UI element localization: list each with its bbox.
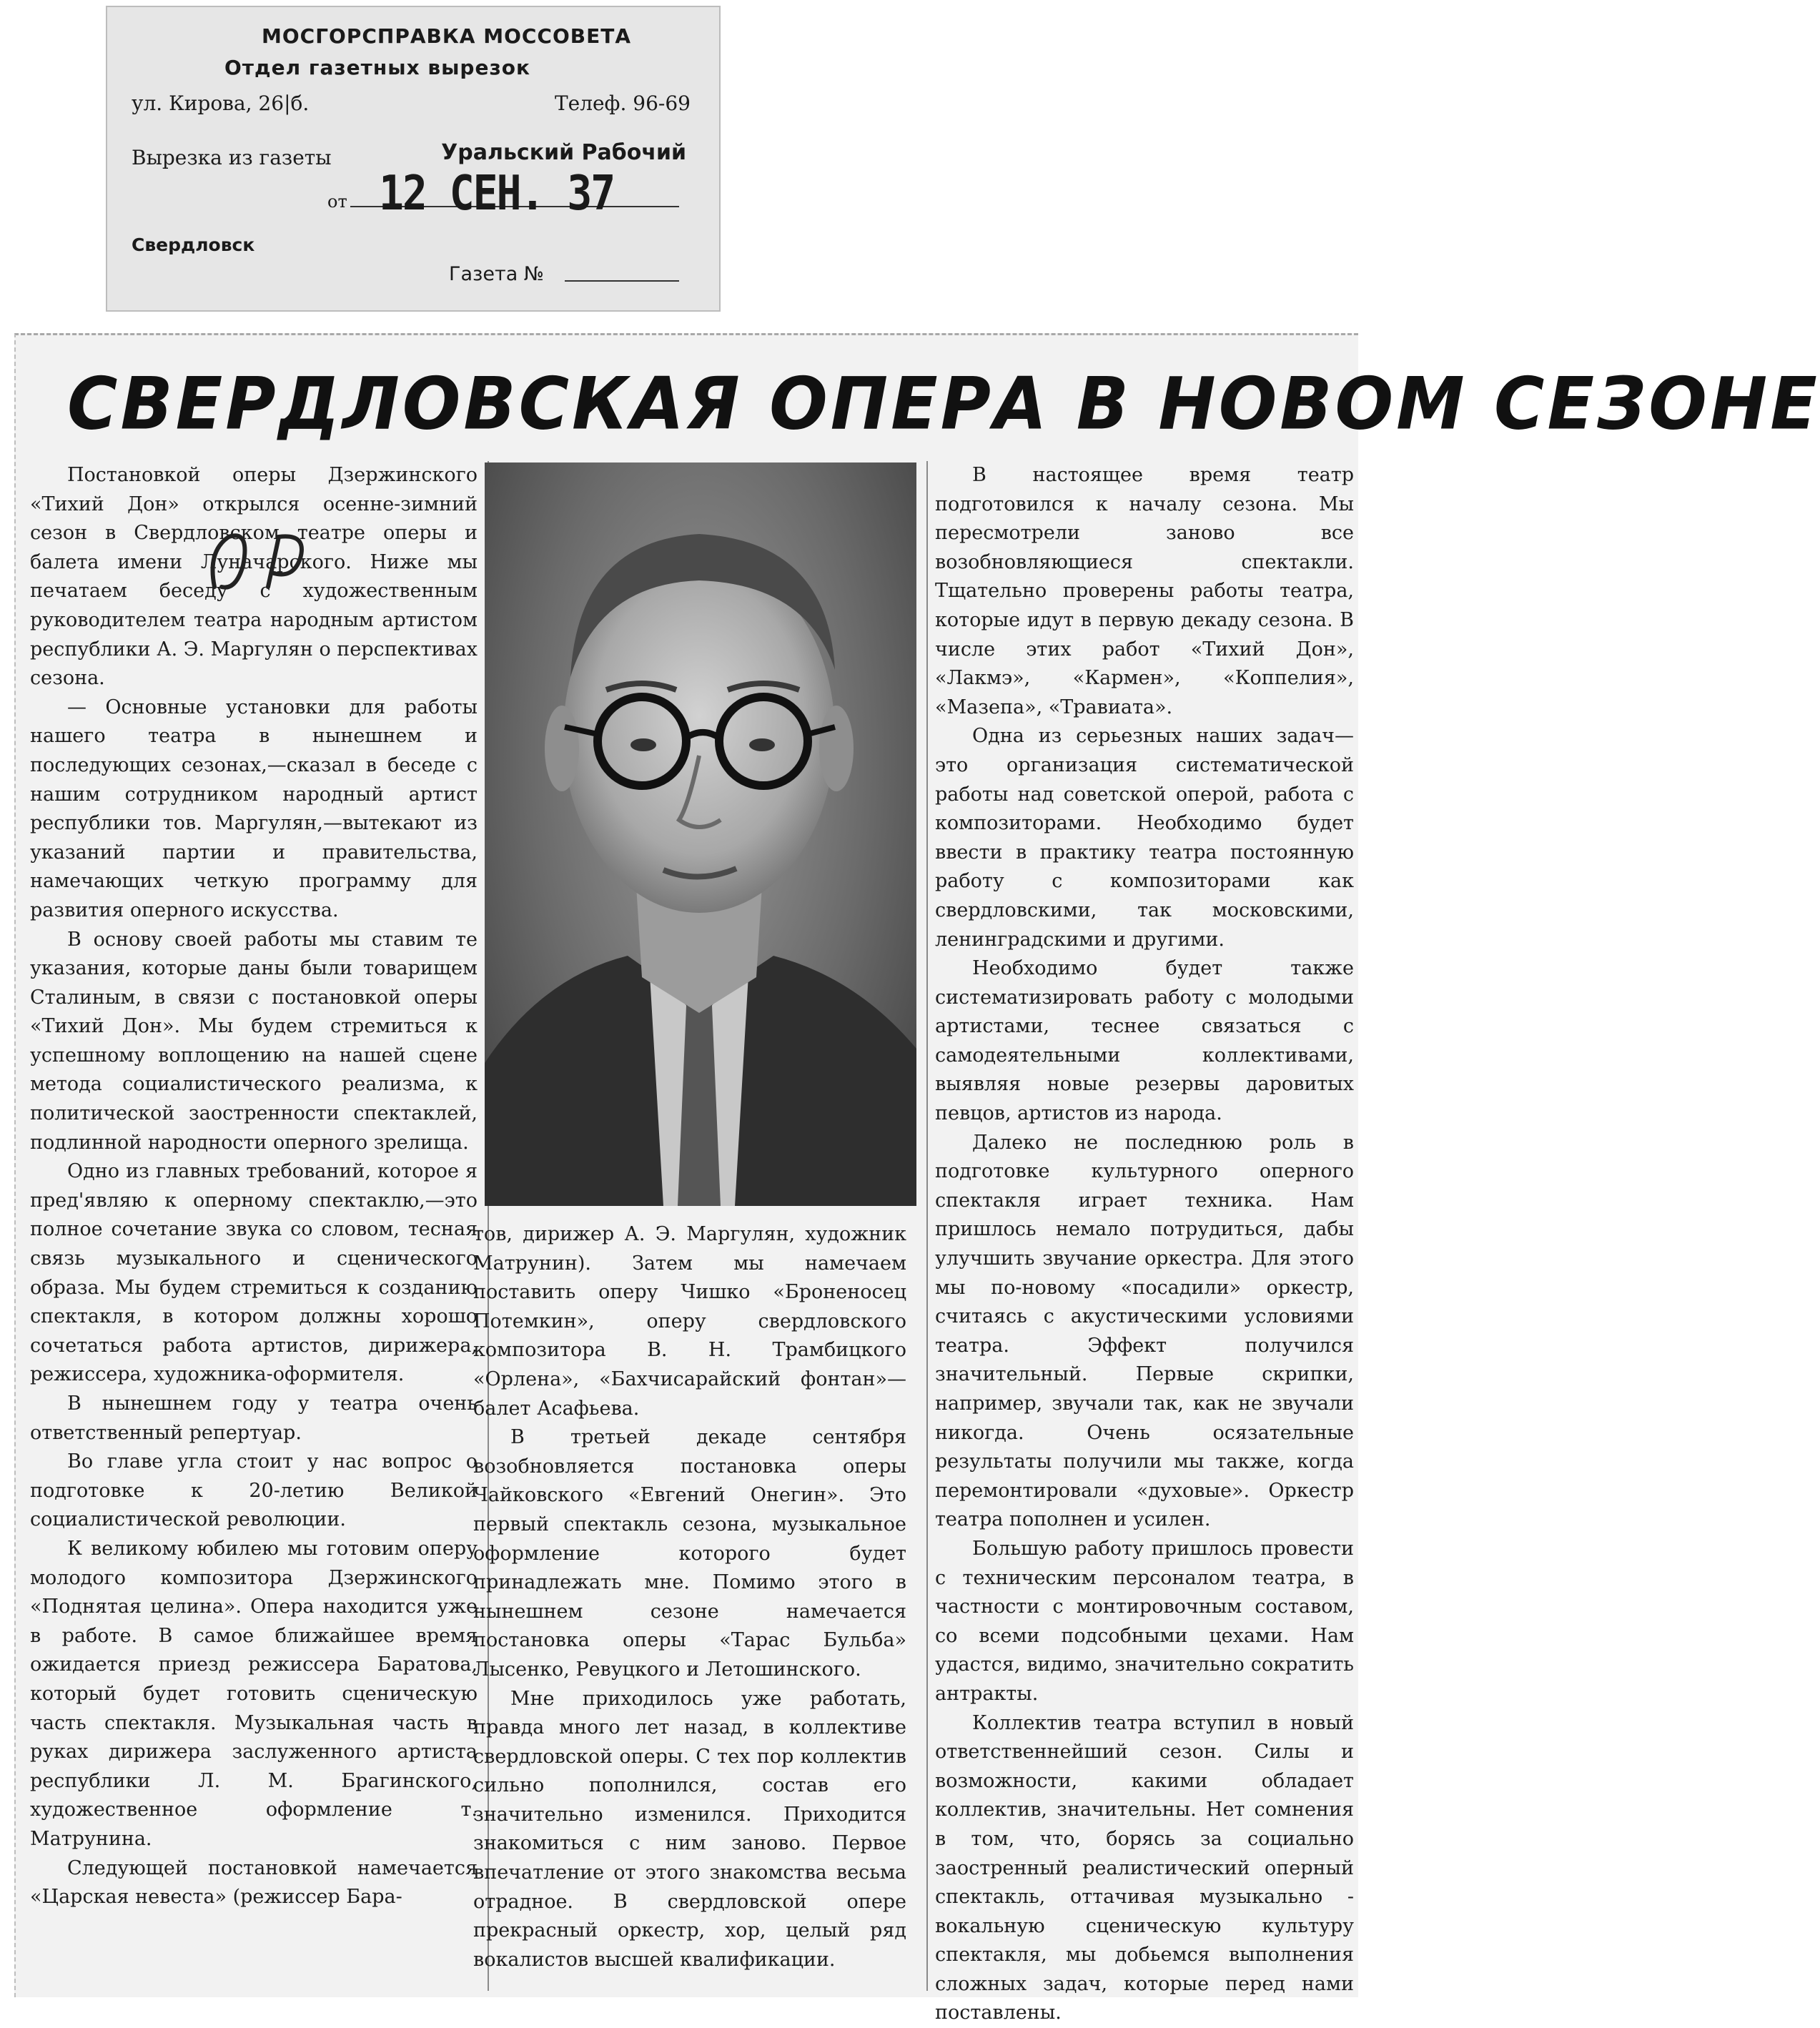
label-department: Отдел газетных вырезок (224, 56, 530, 79)
label-cut-from: Вырезка из газеты (132, 146, 332, 169)
headline: СВЕРДЛОВСКАЯ ОПЕРА В НОВОМ СЕЗОНЕ (67, 362, 1820, 446)
paragraph: Большую работу пришлось провести с техническим персоналом театра, в частности с монтировочным составом, со всеми подсобными цехами. Нам удастся, видимо, значительно сократить антракты. (935, 1537, 1354, 1705)
article-column-3 (935, 461, 1354, 2028)
label-issue-rule (565, 280, 679, 282)
paragraph: В основу своей работы мы ставим те указания, которые даны были товарищем Сталиным, в связи с постановкой оперы «Тихий Дон». Мы будем стремиться к успешному воплощению на нашей сцене метода социалистического реализма, к политической заостренности спектаклей, подлинной народности оперного зрелища. (30, 928, 478, 1154)
paragraph: тов, дирижер А. Э. Маргулян, художник Матрунин). Затем мы намечаем поставить оперу Чишко «Броненосец Потемкин», оперу свердловского композитора В. Н. Трамбицкого «Орлена», «Бахчисарайский фонтан»—балет Асафьева. (473, 1223, 906, 1420)
label-address: ул. Кирова, 26|б. (132, 91, 310, 115)
paragraph: Далеко не последнюю роль в подготовке культурного оперного спектакля играет техника. Нам пришлось немало потрудиться, дабы улучшить звучание оркестра. Для этого мы по-новому «посадили» оркестр, считаясь с акустическими условиями театра. Эффект получился значительный. Первые скрипки, например, звучали так, как не звучали никогда. Очень осязательные результаты получили мы также, когда перемонтировали «духовые». Оркестр театра пополнен и усилен. (935, 1131, 1354, 1531)
paragraph: В третьей декаде сентября возобновляется постановка оперы Чайковского «Евгений Онегин». Это первый спектакль сезона, музыкальное оформление которого будет принадлежать мне. Помимо этого в нынешнем сезоне намечается постановка оперы «Тарас Бульба» Лысенко, Ревуцкого и Летошинского. (473, 1426, 906, 1681)
article-column-2 (473, 1220, 906, 1974)
label-newspaper: Уральский Рабочий (441, 140, 686, 165)
label-issue: Газета № (449, 263, 544, 285)
article-column-1 (30, 461, 478, 1912)
handwritten-mark (200, 523, 322, 601)
label-from: от (327, 192, 347, 212)
clipping-label (106, 6, 721, 312)
paragraph: Следующей постановкой намечается «Царская невеста» (режиссер Бара- (30, 1856, 478, 1909)
label-phone: Телеф. 96-69 (554, 91, 691, 115)
portrait-illustration (485, 463, 916, 1206)
paragraph: В настоящее время театр подготовился к началу сезона. Мы пересмотрели заново все возобновляющиеся спектакли. Тщательно проверены работы театра, которые идут в первую декаду сезона. В числе этих работ «Тихий Дон», «Лакмэ», «Кармен», «Коппелия», «Мазепа», «Травиата». (935, 464, 1354, 718)
article-clipping (14, 333, 1820, 2024)
date-stamp: 12 СЕН. 37 (379, 164, 615, 222)
column-divider (926, 461, 928, 1991)
paragraph: Постановкой оперы Дзержинского «Тихий Дон» открылся осенне-зимний сезон в Свердловском театре оперы и балета имени Луначарского. Ниже мы печатаем беседу с художественным руководителем театра народным артистом республики А. Э. Маргулян о перспективах сезона. (30, 464, 478, 690)
portrait-photo (485, 463, 916, 1206)
paragraph: Мне приходилось уже работать, правда много лет назад, в коллективе свердловской оперы. С тех пор коллектив сильно пополнился, состав его значительно изменился. Приходится знакомиться с ним заново. Первое впечатление от этого знакомства весьма отрадное. В свердловской опере прекрасный оркестр, хор, целый ряд вокалистов высшей квалификации. (473, 1687, 906, 1971)
paragraph: Одно из главных требований, которое я пред'являю к оперному спектаклю,—это полное сочетание звука со словом, тесная связь музыкального и сценического образа. Мы будем стремиться к созданию спектакля, в котором должны хорошо сочетаться работа артистов, дирижера, режиссера, художника-оформителя. (30, 1160, 478, 1386)
paragraph: К великому юбилею мы готовим оперу молодого композитора Дзержинского «Поднятая целина». Опера находится уже в работе. В самое ближайшее время ожидается приезд режиссера Баратова, который будет готовить сценическую часть спектакля. Музыкальная часть в руках дирижера заслуженного артиста республики Л. М. Брагинского, художественное оформление т. Матрунина. (30, 1537, 478, 1850)
paragraph: Во главе угла стоит у нас вопрос о подготовке к 20-летию Великой социалистической революции. (30, 1450, 478, 1531)
paragraph: Необходимо будет также систематизировать работу с молодыми артистами, теснее связаться с самодеятельными коллективами, выявляя новые резервы даровитых певцов, артистов из народа. (935, 957, 1354, 1125)
paragraph: — Основные установки для работы нашего театра в нынешнем и последующих сезонах,—сказал в беседе с нашим сотрудником народный артист республики тов. Маргулян,—вытекают из указаний партии и правительства, намечающих четкую программу для развития оперного искусства. (30, 696, 478, 921)
paragraph: Одна из серьезных наших задач—это организация систематической работы над советской оперой, работа с композиторами. Необходимо будет ввести в практику театра постоянную работу с композиторами как свердловскими, так московскими, ленинградскими и другими. (935, 725, 1354, 951)
label-org: МОСГОРСПРАВКА МОССОВЕТА (262, 24, 632, 48)
paragraph: В нынешнем году у театра очень ответственный репертуар. (30, 1393, 478, 1444)
label-city: Свердловск (132, 234, 255, 255)
paragraph: Коллектив театра вступил в новый ответственнейший сезон. Силы и возможности, какими обладает коллектив, значительны. Нет сомнения в том, что, борясь за социально заостренный реалистический оперный спектакль, оттачивая музыкально - вокальную сценическую культуру спектакля, мы добьемся выполнения сложных задач, которые перед нами поставлены. (935, 1711, 1354, 2024)
